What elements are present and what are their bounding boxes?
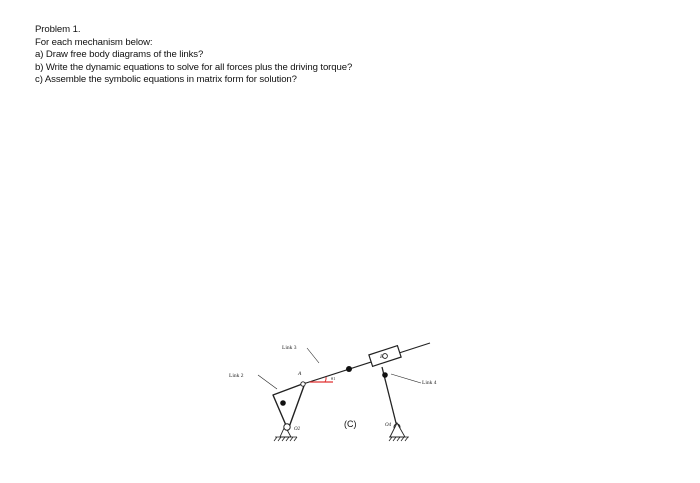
link4-mass-dot — [382, 372, 388, 378]
mechanism-diagram — [225, 335, 440, 445]
angle-arc — [325, 377, 326, 382]
label-b: B — [380, 354, 384, 360]
link3-mass-dot — [346, 366, 352, 372]
leader-link2 — [258, 375, 277, 389]
pivot-o2 — [284, 424, 290, 430]
label-link3: Link 3 — [282, 345, 297, 351]
leader-link4 — [391, 374, 421, 383]
figure-caption: (C) — [344, 419, 357, 429]
problem-item-b: b) Write the dynamic equations to solve for all forces plus the driving torque? — [35, 61, 353, 73]
link2-crank — [273, 383, 305, 430]
pivot-bracket-o4 — [390, 423, 405, 437]
link3-rod — [303, 343, 430, 384]
problem-intro: For each mechanism below: — [35, 36, 153, 48]
label-link4: Link 4 — [422, 380, 437, 386]
problem-item-a: a) Draw free body diagrams of the links? — [35, 49, 204, 60]
label-a: A — [298, 371, 302, 377]
angle-label: θ1 — [331, 376, 336, 381]
problem-title: Problem 1. — [35, 24, 81, 35]
leader-link3 — [307, 348, 319, 363]
label-o4: O4 — [385, 423, 392, 428]
pivot-a — [301, 382, 305, 386]
ground-o2 — [274, 437, 297, 441]
slider-block-b — [369, 346, 401, 367]
label-o2: O2 — [294, 427, 301, 432]
problem-item-c: c) Assemble the symbolic equations in matrix form for solution? — [35, 74, 297, 85]
ground-o4 — [389, 437, 409, 441]
crank-mass-dot — [280, 400, 286, 406]
label-link2: Link 2 — [229, 373, 244, 379]
problem-statement — [35, 24, 352, 87]
